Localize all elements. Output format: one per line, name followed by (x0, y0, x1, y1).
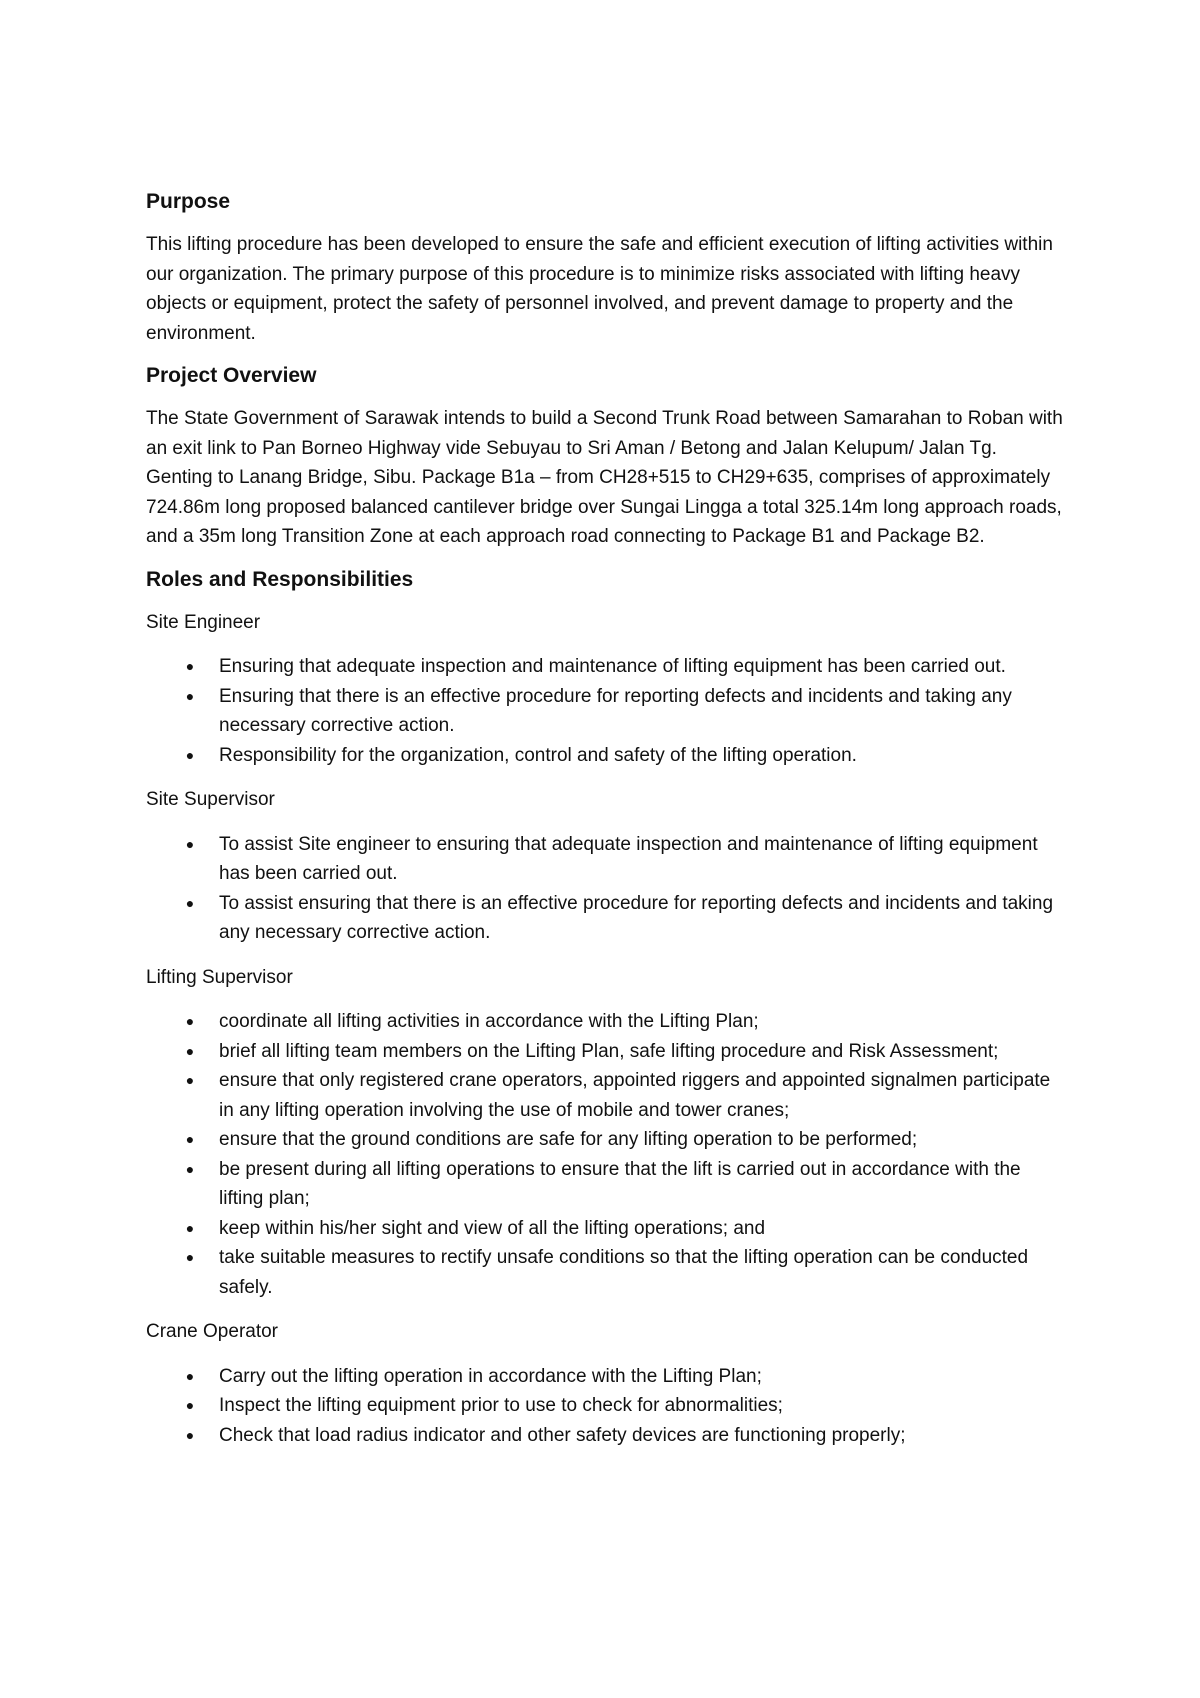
duty-item (146, 1391, 1066, 1421)
purpose-heading: Purpose (146, 190, 231, 213)
purpose-paragraph: This lifting procedure has been developed to ensure the safe and efficient execution of lifting activities within our organization. The primary purpose of this procedure is to minimize risks associated with lifting heavy objects or equipment, protect the safety of personnel involved, and prevent damage to property and the environment. (146, 234, 1053, 344)
bullet-icon: ● (185, 835, 195, 852)
duty-text: be present during all lifting operations to ensure that the lift is carried out in accordance with the lifting plan; (219, 1158, 1021, 1209)
bullet-icon: ● (185, 746, 195, 763)
role-group-crane-operator (146, 1317, 1066, 1450)
duty-item (146, 1421, 1066, 1451)
bullet-icon: ● (185, 1426, 195, 1443)
duty-item (146, 1007, 1066, 1037)
duty-item (146, 652, 1066, 682)
duty-item (146, 741, 1066, 771)
bullet-icon: ● (185, 1072, 195, 1088)
duty-item (146, 1155, 1066, 1214)
duty-list (146, 1362, 1066, 1451)
duty-text: Inspect the lifting equipment prior to use to check for abnormalities; (219, 1395, 783, 1416)
bullet-icon: ● (185, 1249, 195, 1265)
project-overview-heading: Project Overview (146, 364, 317, 387)
role-title: Site Supervisor (146, 789, 275, 810)
duty-item (146, 1066, 1066, 1125)
duty-text: To assist Site engineer to ensuring that adequate inspection and maintenance of lifting equipment has been carried out. (219, 833, 1038, 884)
duty-item (146, 1037, 1066, 1067)
role-title: Crane Operator (146, 1321, 279, 1342)
duty-list (146, 1007, 1066, 1302)
bullet-icon: ● (185, 1013, 195, 1029)
duty-item (146, 682, 1066, 741)
duty-text: keep within his/her sight and view of all the lifting operations; and (219, 1217, 766, 1239)
duty-item (146, 1362, 1066, 1392)
duty-text: coordinate all lifting activities in accordance with the Lifting Plan; (219, 1011, 759, 1032)
bullet-icon: ● (185, 687, 195, 704)
purpose-section (146, 188, 1066, 348)
duty-text: take suitable measures to rectify unsafe conditions so that the lifting operation can be conducted safely. (219, 1247, 1029, 1298)
bullet-icon: ● (185, 1397, 195, 1413)
document-page (146, 188, 1066, 1465)
role-group-site-engineer (146, 608, 1066, 771)
project-overview-section (146, 362, 1066, 552)
duty-text: Carry out the lifting operation in accordance with the Lifting Plan; (219, 1365, 762, 1387)
duty-text: Ensuring that adequate inspection and maintenance of lifting equipment has been carried out. (219, 656, 1006, 677)
role-title: Lifting Supervisor (146, 966, 293, 988)
duty-item (146, 1243, 1066, 1302)
duty-text: ensure that only registered crane operators, appointed riggers and appointed signalmen participate in any lifting operation involving the use of mobile and tower cranes; (219, 1070, 1051, 1121)
duty-list (146, 830, 1066, 948)
role-title: Site Engineer (146, 611, 261, 633)
duty-item (146, 889, 1066, 948)
duty-text: ensure that the ground conditions are safe for any lifting operation to be performed; (219, 1129, 918, 1150)
bullet-icon: ● (185, 1219, 195, 1236)
bullet-icon: ● (185, 1042, 195, 1059)
role-group-site-supervisor (146, 785, 1066, 948)
roles-heading: Roles and Responsibilities (146, 567, 414, 591)
duty-item (146, 1214, 1066, 1244)
role-group-lifting-supervisor (146, 963, 1066, 1303)
duty-text: Check that load radius indicator and other safety devices are functioning properly; (219, 1424, 906, 1446)
duty-item (146, 830, 1066, 889)
duty-list (146, 652, 1066, 770)
duty-text: To assist ensuring that there is an effective procedure for reporting defects and incidents and taking any necessary corrective action. (219, 892, 1054, 943)
duty-item (146, 1125, 1066, 1155)
bullet-icon: ● (185, 894, 195, 911)
duty-text: Responsibility for the organization, control and safety of the lifting operation. (219, 744, 857, 766)
bullet-icon: ● (185, 1160, 195, 1177)
bullet-icon: ● (185, 1367, 195, 1384)
project-overview-paragraph: The State Government of Sarawak intends to build a Second Trunk Road between Samarahan to Roban with an exit link to Pan Borneo Highway vide Sebuyau to Sri Aman / Betong and Jalan Kelupum/ Jalan Tg. Genting to Lanang Bridge, Sibu. Package B1a – from CH28+515 to CH29+635, comprises of approximately 724.86m long proposed balanced cantilever bridge over Sungai Lingga a total 325.14m long approach roads, and a 35m long Transition Zone at each approach road connecting to Package B1 and Package B2. (146, 408, 1063, 547)
roles-section (146, 566, 1066, 1451)
bullet-icon: ● (185, 1131, 195, 1147)
duty-text: Ensuring that there is an effective procedure for reporting defects and incidents and taking any necessary corrective action. (219, 685, 1012, 736)
duty-text: brief all lifting team members on the Lifting Plan, safe lifting procedure and Risk Assessment; (219, 1040, 999, 1062)
bullet-icon: ● (185, 658, 195, 674)
